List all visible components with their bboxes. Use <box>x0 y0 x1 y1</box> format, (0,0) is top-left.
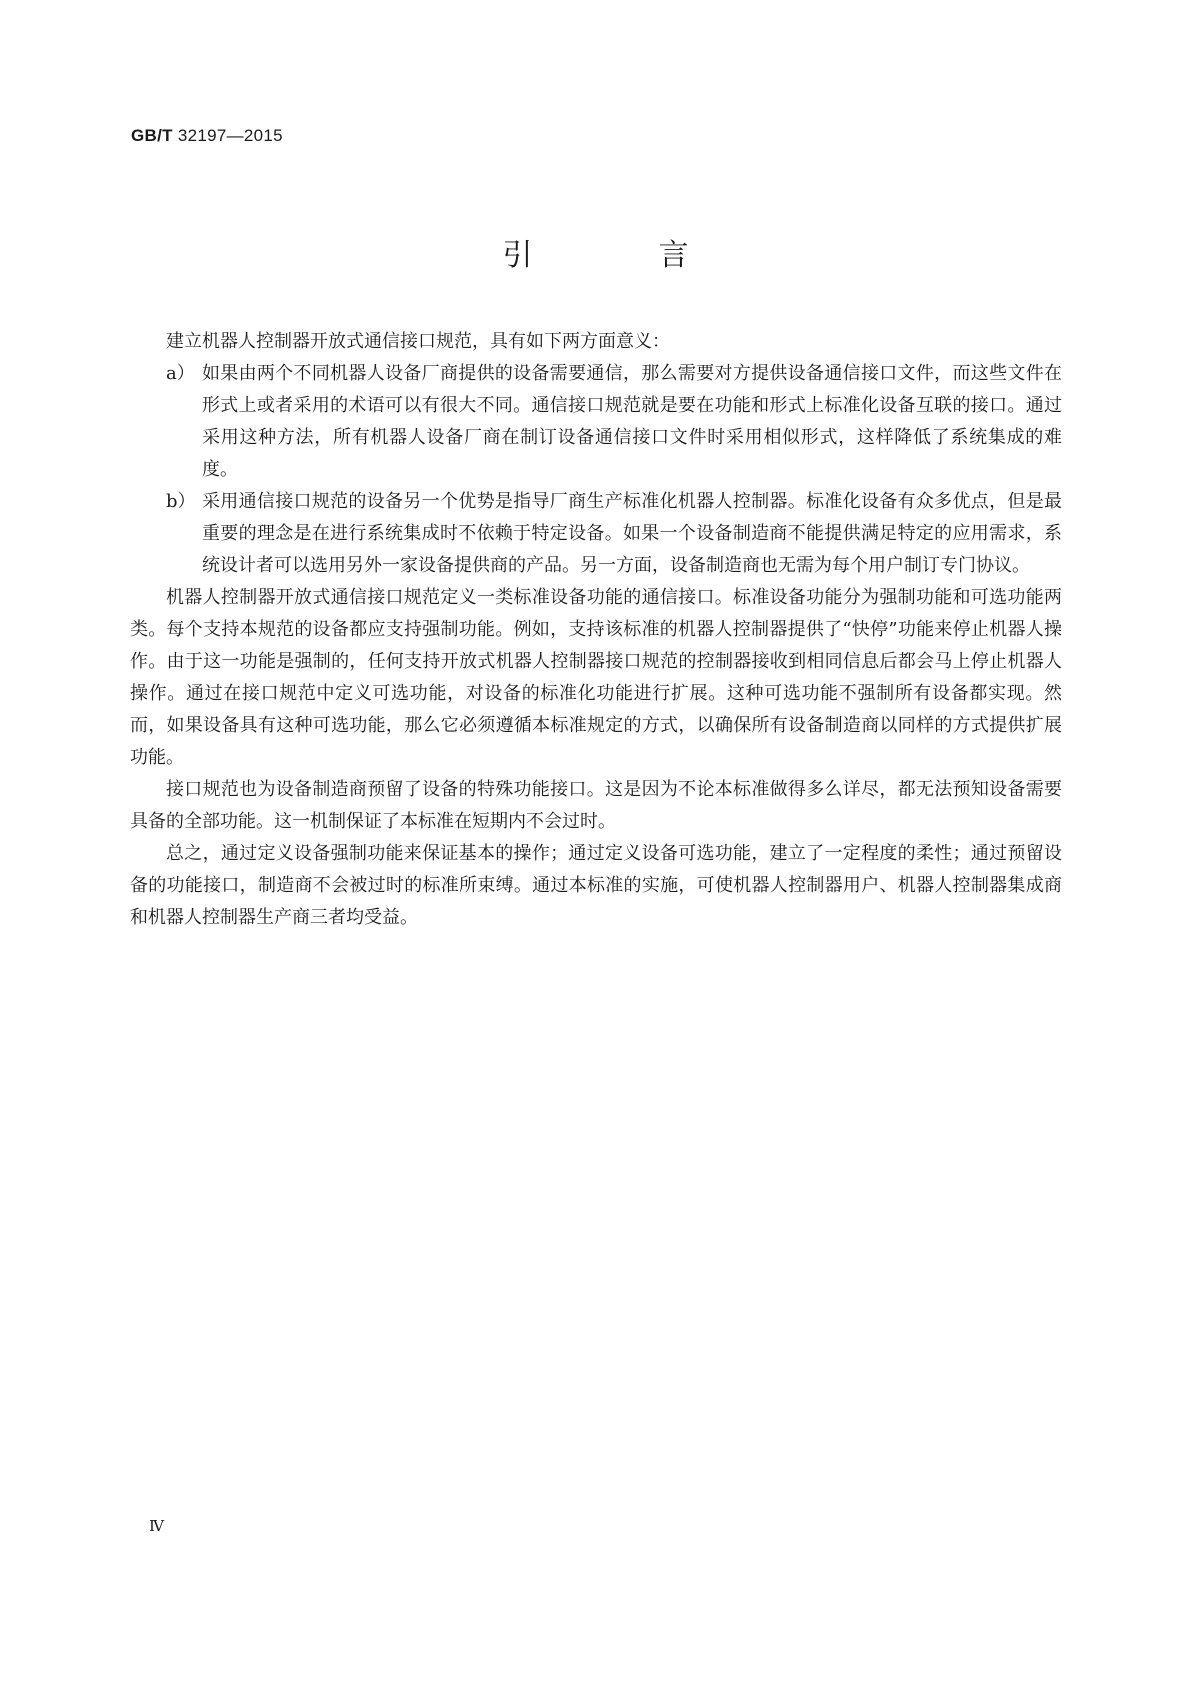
body-paragraph: 总之，通过定义设备强制功能来保证基本的操作；通过定义设备可选功能，建立了一定程度的柔性；通过预留设备的功能接口，制造商不会被过时的标准所束缚。通过本标准的实施，可使机器人控制器用户、机器人控制器集成商和机器人控制器生产商三者均受益。 <box>130 843 1062 928</box>
page-number: Ⅳ <box>149 1517 164 1535</box>
document-code-number: 32197—2015 <box>177 126 283 145</box>
list-marker: b） <box>166 491 196 512</box>
document-code <box>131 126 283 146</box>
body-text <box>130 326 1062 934</box>
body-paragraph: 机器人控制器开放式通信接口规范定义一类标准设备功能的通信接口。标准设备功能分为强制功能和可选功能两类。每个支持本规范的设备都应支持强制功能。例如，支持该标准的机器人控制器提供了“快停”功能来停止机器人操作。由于这一功能是强制的，任何支持开放式机器人控制器接口规范的控制器接收到相同信息后都会马上停止机器人操作。通过在接口规范中定义可选功能，对设备的标准化功能进行扩展。这种可选功能不强制所有设备都实现。然而，如果设备具有这种可选功能，那么它必须遵循本标准规定的方式，以确保所有设备制造商以同样的方式提供扩展功能。 <box>130 587 1062 768</box>
body-paragraph: 接口规范也为设备制造商预留了设备的特殊功能接口。这是因为不论本标准做得多么详尽，都无法预知设备需要具备的全部功能。这一机制保证了本标准在短期内不会过时。 <box>130 779 1062 832</box>
list-item-text: 如果由两个不同机器人设备厂商提供的设备需要通信，那么需要对方提供设备通信接口文件，而这些文件在形式上或者采用的术语可以有很大不同。通信接口规范就是要在功能和形式上标准化设备互联的接口。通过采用这种方法，所有机器人设备厂商在制订设备通信接口文件时采用相似形式，这样降低了系统集成的难度。 <box>202 363 1062 480</box>
intro-paragraph: 建立机器人控制器开放式通信接口规范，具有如下两方面意义： <box>166 331 670 352</box>
list-item-text: 采用通信接口规范的设备另一个优势是指导厂商生产标准化机器人控制器。标准化设备有众多优点，但是最重要的理念是在进行系统集成时不依赖于特定设备。如果一个设备制造商不能提供满足特定的应用需求，系统设计者可以选用另外一家设备提供商的产品。另一方面，设备制造商也无需为每个用户制订专门协议。 <box>202 491 1062 576</box>
document-code-prefix: GB/T <box>131 126 173 145</box>
list-item-b <box>166 486 1062 582</box>
list-item-a <box>166 358 1062 486</box>
list-marker: a） <box>166 363 195 384</box>
page-title: 引 言 <box>502 238 737 273</box>
